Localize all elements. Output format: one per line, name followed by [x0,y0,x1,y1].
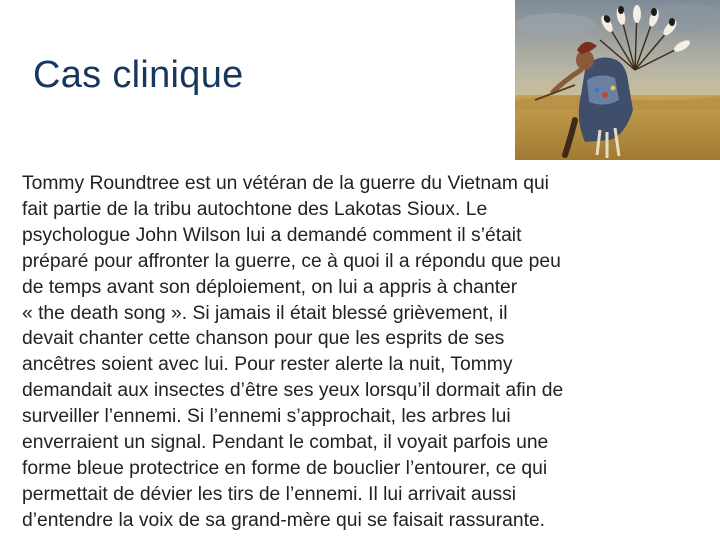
body-line: préparé pour affronter la guerre, ce à quoi il a répondu que peu [22,250,561,272]
body-line: psychologue John Wilson lui a demandé comment il s’était [22,224,522,246]
body-line: demandait aux insectes d’être ses yeux lorsqu’il dormait afin de [22,380,564,402]
body-line: ancêtres soient avec lui. Pour rester alerte la nuit, Tommy [22,354,513,376]
body-line: enverraient un signal. Pendant le combat, il voyait parfois une [22,432,549,454]
body-line: d’entendre la voix de sa grand-mère qui se faisait rassurante. [22,509,546,531]
body-line: fait partie de la tribu autochtone des Lakotas Sioux. Le [22,198,488,220]
body-line: de temps avant son déploiement, on lui a appris à chanter [22,276,518,298]
body-line: surveiller l’ennemi. Si l’ennemi s’approchait, les arbres lui [22,406,511,428]
body-line: permettait de dévier les tirs de l’ennemi. Il lui arrivait aussi [22,483,517,505]
body-line: forme bleue protectrice en forme de bouclier l’entourer, ce qui [22,457,548,479]
body-line: « the death song ». Si jamais il était blessé grièvement, il [22,302,508,324]
body-line: devait chanter cette chanson pour que les esprits de ses [22,328,505,350]
case-description [22,171,706,534]
body-line: Tommy Roundtree est un vétéran de la guerre du Vietnam qui [22,173,549,194]
slide-title: Cas clinique [33,54,244,96]
native-dancer-illustration [515,0,720,160]
